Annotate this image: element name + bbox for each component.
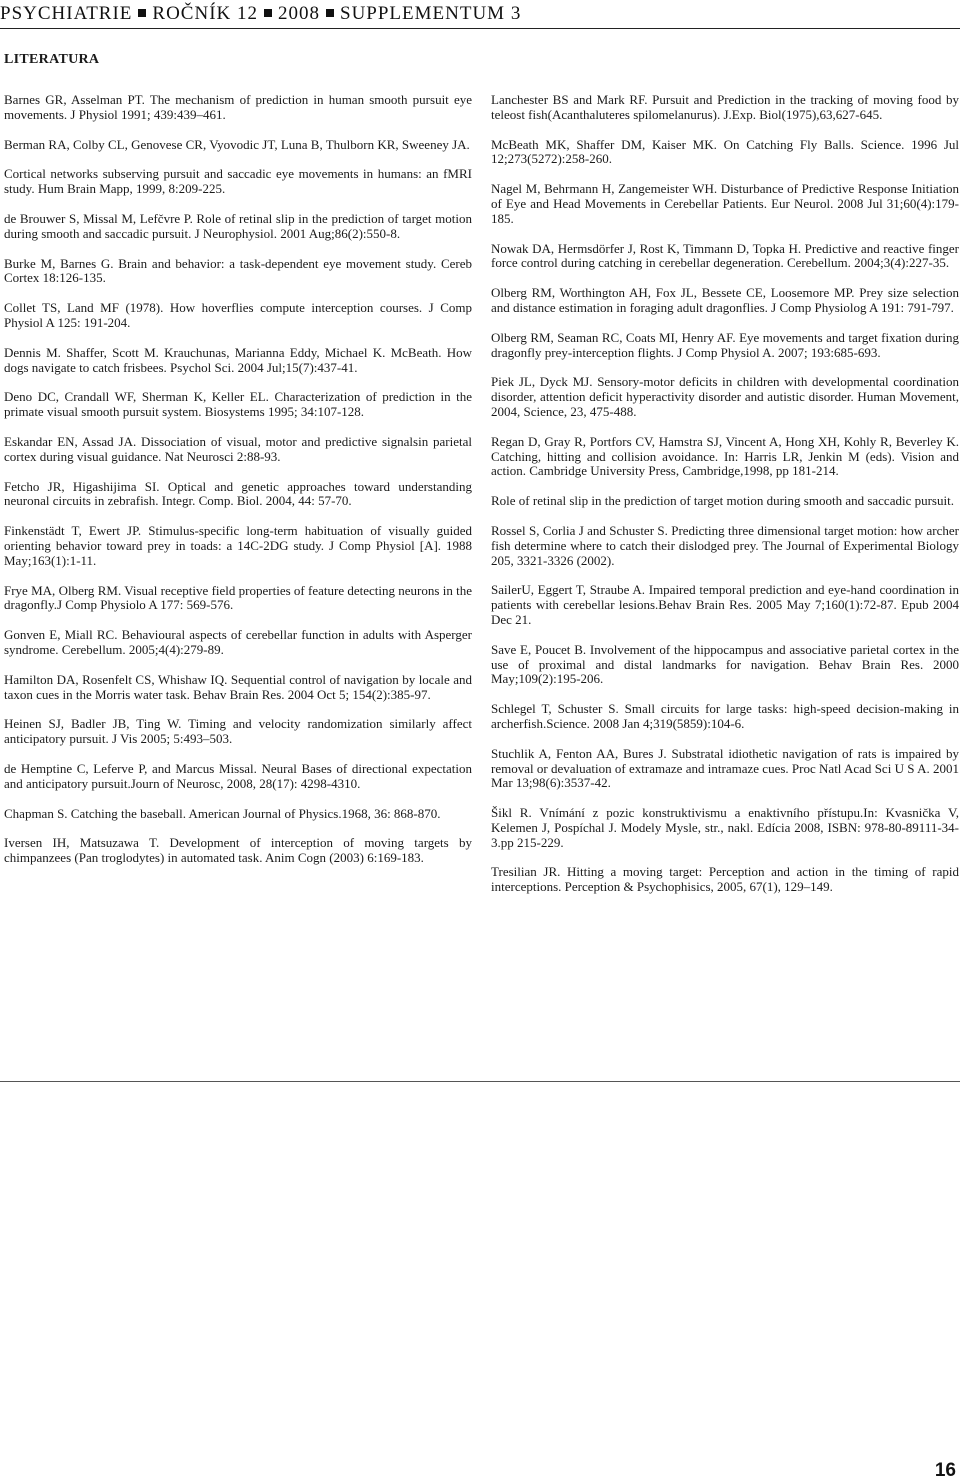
reference-item: McBeath MK, Shaffer DM, Kaiser MK. On Catching Fly Balls. Science. 1996 Jul 12;273(5272):258-260. bbox=[491, 136, 959, 167]
reference-item: Fetcho JR, Higashijima SI. Optical and genetic approaches toward understanding neuronal circuits in zebrafish. Integr. Comp. Biol. 2004, 44: 57-70. bbox=[4, 478, 472, 509]
reference-item: Collet TS, Land MF (1978). How hoverflies compute interception courses. J Comp Physiol A 125: 191-204. bbox=[4, 300, 472, 330]
reference-item: Dennis M. Shaffer, Scott M. Krauchunas, Marianna Eddy, Michael K. McBeath. How dogs navigate to catch frisbees. Psychol Sci. 2004 Jul;15(7):437-41. bbox=[4, 344, 472, 375]
reference-item: Finkenstädt T, Ewert JP. Stimulus-specific long-term habituation of visually guided orienting behavior toward prey in toads: a 14C-2DG study. J Comp Physiol [A]. 1988 May;163(1):1-11. bbox=[4, 523, 472, 568]
reference-item: Gonven E, Miall RC. Behavioural aspects of cerebellar function in adults with Asperger syndrome. Cerebellum. 2005;4(4):279-89. bbox=[4, 627, 472, 657]
section-title: LITERATURA bbox=[4, 52, 100, 67]
reference-item: Cortical networks subserving pursuit and saccadic eye movements in humans: an fMRI study. Hum Brain Mapp, 1999, 8:209-225. bbox=[4, 166, 472, 197]
header-divider bbox=[0, 28, 960, 29]
reference-item: Lanchester BS and Mark RF. Pursuit and Prediction in the tracking of moving food by teleost fish(Acanthaluteres spilomelanurus). J.Exp. Biol(1975),63,627-645. bbox=[491, 92, 959, 122]
reference-item: Heinen SJ, Badler JB, Ting W. Timing and velocity randomization similarly affect anticipatory pursuit. J Vis 2005; 5:493–503. bbox=[4, 716, 472, 747]
reference-item: de Brouwer S, Missal M, Lefčvre P. Role of retinal slip in the prediction of target motion during smooth and saccadic pursuit. J Neurophysiol. 2001 Aug;86(2):550-8. bbox=[4, 210, 472, 241]
reference-item: Stuchlik A, Fenton AA, Bures J. Substratal idiothetic navigation of rats is impaired by removal or devaluation of extramaze and intramaze cues. Proc Natl Acad Sci U S A. 2001 Mar 13;98(6):3537-42. bbox=[491, 745, 959, 791]
reference-item: Save E, Poucet B. Involvement of the hippocampus and associative parietal cortex in the use of proximal and distal landmarks for navigation. Behav Brain Res. 2000 May;109(2):195-206. bbox=[491, 641, 959, 687]
reference-item: Šikl R. Vnímání z pozic konstruktivismu a enaktivního přístupu.In: Kvasnička V, Kelemen J, Pospíchal J. Modely Mysle, str., nakl. Edícia 2008, ISBN: 978-80-89111-34-3.pp 215-229. bbox=[491, 805, 959, 850]
reference-item: Iversen IH, Matsuzawa T. Development of interception of moving targets by chimpanzees (Pan troglodytes) in automated task. Anim Cogn (2003) 6:169-183. bbox=[4, 835, 472, 866]
reference-item: de Hemptine C, Leferve P, and Marcus Missal. Neural Bases of directional expectation and anticipatory pursuit.Journ of Neurosc, 2008, 28(17): 4298-4310. bbox=[4, 760, 472, 791]
reference-item: Hamilton DA, Rosenfelt CS, Whishaw IQ. Sequential control of navigation by locale and taxon cues in the Morris water task. Behav Brain Res. 2004 Oct 5; 154(2):385-97. bbox=[4, 671, 472, 702]
reference-item: Rossel S, Corlia J and Schuster S. Predicting three dimensional target motion: how archer fish determine where to catch their dislodged prey. The Journal of Experimental Biology 205, 3321-3326 (2002). bbox=[491, 522, 959, 568]
separator-square-icon bbox=[326, 9, 334, 17]
references-right-column bbox=[491, 93, 959, 910]
reference-item: Tresilian JR. Hitting a moving target: Perception and action in the timing of rapid interceptions. Perception & Psychophisics, 2005, 67(1), 129–149. bbox=[491, 864, 959, 895]
reference-item: Barnes GR, Asselman PT. The mechanism of prediction in human smooth pursuit eye movements. J Physiol 1991; 439:439–461. bbox=[4, 92, 472, 122]
reference-item: Eskandar EN, Assad JA. Dissociation of visual, motor and predictive signalsin parietal cortex during visual guidance. Nat Neurosci 2:88-93. bbox=[4, 433, 472, 464]
reference-item: Olberg RM, Worthington AH, Fox JL, Bessete CE, Loosemore MP. Prey size selection and distance estimation in foraging adult dragonflies. J Comp Physiolog A 191: 791-797. bbox=[491, 285, 959, 315]
reference-item: Role of retinal slip in the prediction of target motion during smooth and saccadic pursuit. bbox=[491, 493, 954, 509]
reference-item: Nowak DA, Hermsdörfer J, Rost K, Timmann D, Topka H. Predictive and reactive finger force control during catching in cerebellar degeneration. Cerebellum. 2004;3(4):227-35. bbox=[491, 240, 959, 271]
reference-item: Chapman S. Catching the baseball. American Journal of Physics.1968, 36: 868-870. bbox=[4, 805, 441, 821]
reference-item: Schlegel T, Schuster S. Small circuits for large tasks: high-speed decision-making in archerfish.Science. 2008 Jan 4;319(5859):104-6. bbox=[491, 701, 959, 731]
reference-item: Regan D, Gray R, Portfors CV, Hamstra SJ, Vincent A, Hong XH, Kohly R, Beverley K. Catching, hitting and collision avoidance. In: Harris LR, Jenkin M (eds). Vision and action. Cambridge University Press, Cambridge,1998, pp 181-214. bbox=[491, 433, 959, 479]
reference-item: Piek JL, Dyck MJ. Sensory-motor deficits in children with developmental coordination disorder, attention deficit hyperactivity disorder and autistic disorder. Human Movement, 2004, Science, 23, 475-488. bbox=[491, 374, 959, 419]
reference-item: Frye MA, Olberg RM. Visual receptive field properties of feature detecting neurons in the dragonfly.J Comp Physiolo A 177: 569-576. bbox=[4, 582, 472, 613]
reference-item: Nagel M, Behrmann H, Zangemeister WH. Disturbance of Predictive Response Initiation of Eye and Head Movements in Cerebellar Patients. Eur Neurol. 2008 Jul 31;60(4):179-185. bbox=[491, 181, 959, 226]
running-header bbox=[0, 0, 960, 28]
reference-item: Burke M, Barnes G. Brain and behavior: a task-dependent eye movement study. Cereb Cortex 18:126-135. bbox=[4, 255, 472, 286]
reference-item: SailerU, Eggert T, Straube A. Impaired temporal prediction and eye-hand coordination in patients with cerebellar lesions.Behav Brain Res. 2005 May 7;160(1):72-87. Epub 2004 Dec 21. bbox=[491, 582, 959, 627]
bottom-divider bbox=[0, 1081, 960, 1082]
journal-name: PSYCHIATRIE bbox=[0, 3, 133, 24]
references-left-column bbox=[4, 93, 472, 881]
supplement: SUPPLEMENTUM 3 bbox=[340, 3, 522, 24]
reference-item: Berman RA, Colby CL, Genovese CR, Vyovodic JT, Luna B, Thulborn KR, Sweeney JA. bbox=[4, 136, 470, 152]
volume: ROČNÍK 12 bbox=[152, 3, 258, 24]
reference-item: Olberg RM, Seaman RC, Coats MI, Henry AF. Eye movements and target fixation during dragonfly prey-interception flights. J Comp Physiol A. 2007; 193:685-693. bbox=[491, 329, 959, 360]
year: 2008 bbox=[278, 3, 320, 24]
separator-square-icon bbox=[264, 9, 272, 17]
page-number: 16 bbox=[934, 1460, 956, 1481]
reference-item: Deno DC, Crandall WF, Sherman K, Keller EL. Characterization of prediction in the primate visual smooth pursuit system. Biosystems 1995; 34:107-128. bbox=[4, 389, 472, 420]
separator-square-icon bbox=[138, 9, 146, 17]
